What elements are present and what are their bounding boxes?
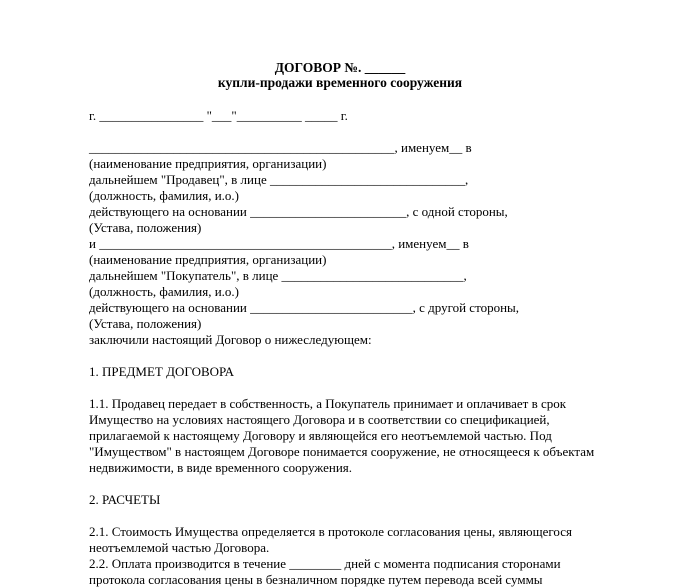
section-1-line: 1.1. Продавец передает в собственность, а Покупатель принимает и оплачивает в срок bbox=[89, 396, 567, 411]
party-line: (наименование предприятия, организации) bbox=[89, 156, 327, 171]
party-line: (должность, фамилия, и.о.) bbox=[89, 188, 239, 203]
document-subtitle: купли-продажи временного сооружения bbox=[217, 75, 463, 90]
document-title: ДОГОВОР №. ______ bbox=[274, 60, 406, 75]
party-line: заключили настоящий Договор о нижеследующем: bbox=[89, 332, 372, 347]
party-line: действующего на основании _________________________, с другой стороны, bbox=[89, 300, 520, 315]
party-line: (наименование предприятия, организации) bbox=[89, 252, 327, 267]
section-1-line: недвижимости, в виде временного сооружения. bbox=[89, 460, 353, 475]
section-1-line: Имущество на условиях настоящего Договора и в соответствии со спецификацией, bbox=[89, 412, 550, 427]
city-date-line: г. ________________ "___"__________ _____ г. bbox=[89, 108, 348, 123]
party-line: дальнейшем "Продавец", в лице ______________________________, bbox=[89, 172, 469, 187]
section-2-heading: 2. РАСЧЕТЫ bbox=[89, 492, 161, 507]
section-2-line: 2.2. Оплата производится в течение ________ дней с момента подписания сторонами bbox=[89, 556, 561, 571]
section-2-line: протокола согласования цены в безналичном порядке путем перевода всей суммы bbox=[89, 572, 543, 587]
party-line: дальнейшем "Покупатель", в лице ____________________________, bbox=[89, 268, 467, 283]
party-line: (Устава, положения) bbox=[89, 220, 202, 235]
party-line: (должность, фамилия, и.о.) bbox=[89, 284, 239, 299]
party-line: _______________________________________________, именуем__ в bbox=[89, 140, 472, 155]
party-line: действующего на основании ________________________, с одной стороны, bbox=[89, 204, 508, 219]
party-line: и _____________________________________________, именуем__ в bbox=[89, 236, 469, 251]
section-1-line: прилагаемой к настоящему Договору и являющейся его неотъемлемой частью. Под bbox=[89, 428, 552, 443]
section-2-line: 2.1. Стоимость Имущества определяется в протоколе согласования цены, являющегося bbox=[89, 524, 572, 539]
section-1-line: "Имуществом" в настоящем Договоре понимается сооружение, не относящееся к объектам bbox=[89, 444, 595, 459]
party-line: (Устава, положения) bbox=[89, 316, 202, 331]
section-2-line: неотъемлемой частью Договора. bbox=[89, 540, 270, 555]
section-1-heading: 1. ПРЕДМЕТ ДОГОВОРА bbox=[89, 364, 234, 379]
